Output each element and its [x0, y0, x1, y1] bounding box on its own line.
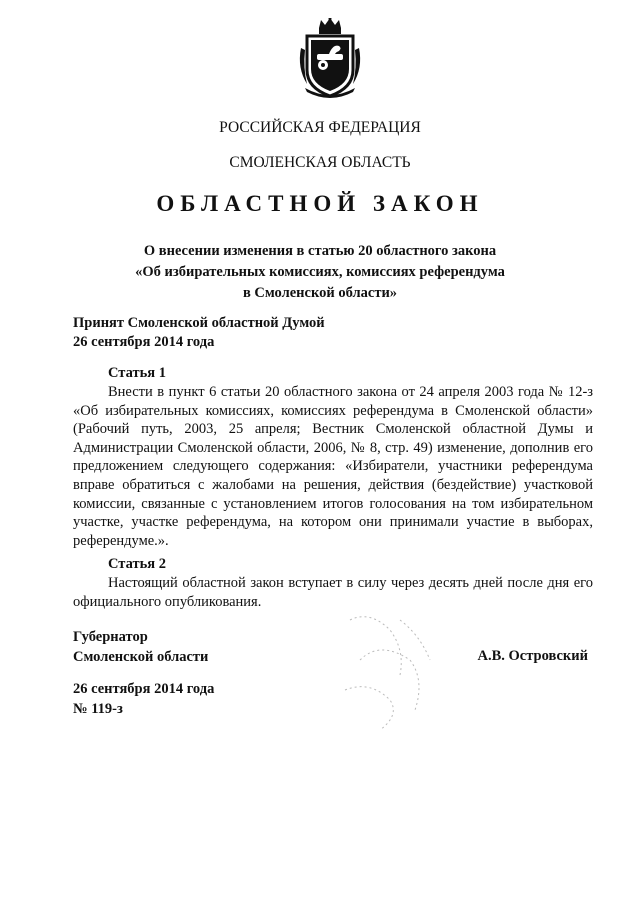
article-1-heading: Статья 1 [108, 365, 166, 381]
handwritten-signature [330, 600, 450, 740]
country-name: РОССИЙСКАЯ ФЕДЕРАЦИЯ [219, 119, 421, 136]
coat-of-arms-emblem [295, 18, 365, 100]
document-footer [73, 679, 214, 719]
position-line: Смоленской области [73, 649, 209, 665]
law-title-line: в Смоленской области» [242, 285, 398, 301]
law-title [0, 241, 640, 304]
article-1-text: Внести в пункт 6 статьи 20 областного закона от 24 апреля 2003 года № 12-з «Об избирательных комиссиях, комиссиях референдума в Смоленской области» (Рабочий путь, 2003, 25 апреля; Вестник Смоленской областной Думы и Администрации Смоленской области, 2006, № 8, стр. 49) изменение, дополнив его предложением следующего содержания: «Избиратели, участники референдума вправе обратиться с жалобами на решения, действия (бездействие) участковой комиссии, связанные с установлением итогов голосования на том избирательном участке, участке референдума, на котором они принимали участие в выборах, референдуме.». [73, 384, 593, 549]
document-type: ОБЛАСТНОЙ ЗАКОН [156, 191, 484, 216]
region-name: СМОЛЕНСКАЯ ОБЛАСТЬ [229, 154, 411, 171]
law-title-line: «Об избирательных комиссиях, комиссиях референдума [135, 264, 505, 280]
signing-date: 26 сентября 2014 года [73, 681, 215, 697]
law-title-line: О внесении изменения в статью 20 областного закона [143, 243, 497, 259]
law-number: № 119-з [73, 701, 123, 717]
article-2-text: Настоящий областной закон вступает в силу через десять дней после дня его официального опубликования. [73, 575, 593, 610]
signatory-position [73, 627, 208, 667]
article-2-heading: Статья 2 [108, 556, 166, 572]
adoption-line: Принят Смоленской областной Думой [73, 315, 325, 331]
adoption-date: 26 сентября 2014 года [73, 334, 215, 350]
adoption-info [73, 314, 325, 352]
signatory-name: А.В. Островский [477, 648, 588, 664]
position-line: Губернатор [73, 629, 148, 645]
